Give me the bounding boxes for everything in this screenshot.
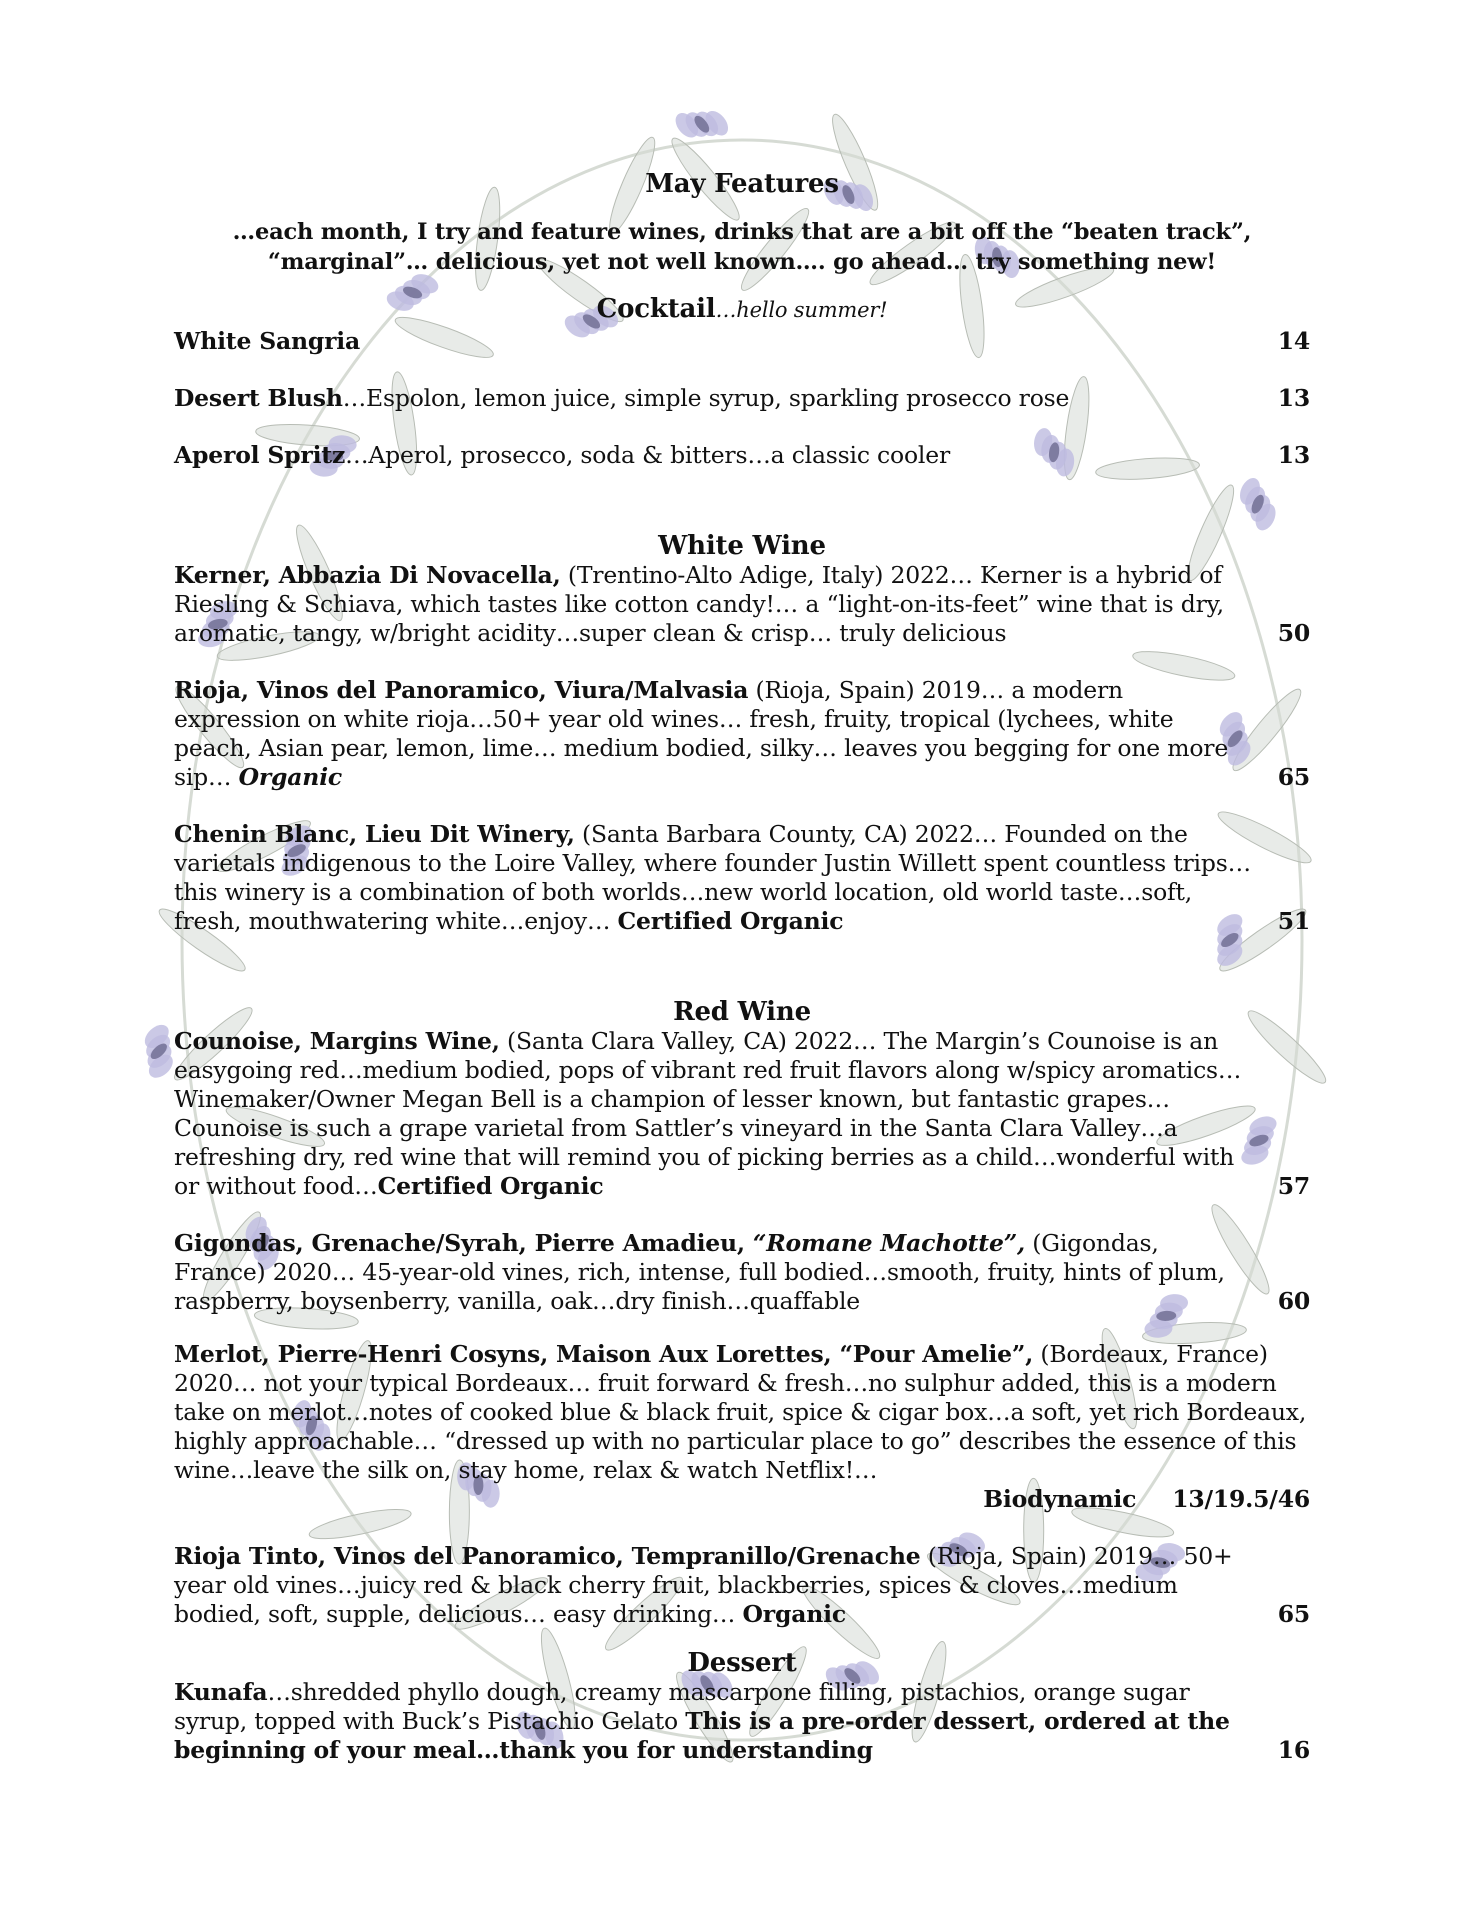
menu-item [174, 676, 1310, 792]
item-tag: Organic [238, 763, 343, 791]
item-price: 51 [1277, 907, 1310, 935]
item-price: 65 [1277, 1600, 1310, 1628]
item-name: Merlot, Pierre-Henri Cosyns, Maison Aux Lorettes, “Pour Amelie”, [174, 1340, 1034, 1368]
menu-item [174, 1027, 1310, 1201]
dessert-heading: Dessert [687, 1648, 797, 1678]
item-description: …shredded phyllo dough, creamy mascarpone filling, pistachios, orange sugar syrup, topped with Buck’s Pistachio Gelato [174, 1678, 1190, 1735]
item-tag: Biodynamic [983, 1485, 1137, 1513]
page-title: May Features [645, 169, 839, 199]
menu-content [174, 170, 1310, 1765]
item-description: (Gigondas, France) 2020… 45-year-old vines, rich, intense, full bodied…smooth, fruity, hints of plum, raspberry, boysenberry, vanilla, oak…dry finish…quaffable [174, 1229, 1225, 1315]
item-name: Desert Blush [174, 384, 343, 412]
item-description: (Santa Clara Valley, CA) 2022… The Margin’s Counoise is an easygoing red…medium bodied, pops of vibrant red fruit flavors along w/spicy aromatics… Winemaker/Owner Megan Bell is a champion of lesser known, but fantastic grapes…Counoise is such a grape varietal from Sattler’s vineyard in the Santa Clara Valley…a refreshing dry, red wine that will remind you of picking berries as a child…wonderful with or without food… [174, 1027, 1242, 1200]
intro-line-2: “marginal”… delicious, yet not well known…. go ahead… try something new! [267, 249, 1217, 275]
item-name: Aperol Spritz [174, 441, 346, 469]
item-price: 65 [1277, 763, 1310, 791]
item-name: Kunafa [174, 1678, 268, 1706]
cocktail-heading [174, 295, 1310, 325]
menu-item [174, 327, 1310, 356]
menu-item [174, 1340, 1310, 1514]
item-name: Gigondas, Grenache/Syrah, Pierre Amadieu, [174, 1229, 753, 1257]
item-description: (Bordeaux, France) 2020… not your typical Bordeaux… fruit forward & fresh…no sulphur added, this is a modern take on merlot…notes of cooked blue & black fruit, spice & cigar box…a soft, yet rich Bordeaux, highly approachable… “dressed up with no particular place to go” describes the essence of this wine…leave the silk on, stay home, relax & watch Netflix!… [174, 1340, 1307, 1484]
menu-item [174, 1229, 1310, 1316]
item-tag: Organic [742, 1600, 846, 1628]
item-name: Rioja Tinto, Vinos del Panoramico, Tempranillo/Grenache [174, 1542, 921, 1570]
item-description: (Rioja, Spain) 2019… a modern expression on white rioja…50+ year old wines… fresh, fruity, tropical (lychees, white peach, Asian pear, lemon, lime… medium bodied, silky… leaves you begging for one more sip… [174, 676, 1229, 791]
item-price: 13 [1277, 384, 1310, 412]
cocktail-note: …hello summer! [715, 298, 888, 322]
item-description: (Santa Barbara County, CA) 2022… Founded on the varietals indigenous to the Loire Valley, where founder Justin Willett spent countless trips… this winery is a combination of both worlds…new world location, old world taste…soft, fresh, mouthwatering white…enjoy… [174, 820, 1251, 935]
item-tag: Certified Organic [617, 907, 844, 935]
item-name: Rioja, Vinos del Panoramico, Viura/Malvasia [174, 676, 749, 704]
item-price: 14 [1277, 327, 1310, 355]
item-price: 13/19.5/46 [1172, 1485, 1310, 1513]
item-price: 57 [1277, 1172, 1310, 1200]
item-description: (Trentino-Alto Adige, Italy) 2022… Kerner is a hybrid of Riesling & Schiava, which tastes like cotton candy!… a “light-on-its-feet” wine that is dry, aromatic, tangy, w/bright acidity…super clean & crisp… truly delicious [174, 561, 1224, 647]
item-tag: Certified Organic [377, 1172, 604, 1200]
menu-item [174, 384, 1310, 413]
item-name: Kerner, Abbazia Di Novacella, [174, 561, 561, 589]
item-price: 60 [1277, 1287, 1310, 1315]
intro-text [174, 217, 1310, 277]
item-name-italic: “Romane Machotte”, [752, 1229, 1026, 1257]
menu-item [174, 561, 1310, 648]
item-tag-price-row [174, 1485, 1310, 1514]
item-name: Counoise, Margins Wine, [174, 1027, 500, 1055]
item-price: 50 [1277, 619, 1310, 647]
red-wine-heading: Red Wine [673, 997, 811, 1027]
menu-item [174, 441, 1310, 470]
cocktail-title: Cocktail [596, 294, 716, 324]
intro-line-1: …each month, I try and feature wines, drinks that are a bit off the “beaten track”, [232, 219, 1252, 245]
item-description: (Rioja, Spain) 2019… 50+ year old vines…juicy red & black cherry fruit, blackberries, spices & cloves…medium bodied, soft, supple, delicious… easy drinking… [174, 1542, 1233, 1628]
white-wine-heading: White Wine [658, 531, 826, 561]
item-description: …Aperol, prosecco, soda & bitters…a classic cooler [345, 441, 950, 469]
menu-item [174, 820, 1310, 936]
item-description: …Espolon, lemon juice, simple syrup, sparkling prosecco rose [342, 384, 1070, 412]
menu-item [174, 1678, 1310, 1765]
item-note: This is a pre-order dessert, ordered at the beginning of your meal…thank you for understanding [174, 1707, 1230, 1764]
item-price: 13 [1277, 441, 1310, 469]
menu-item [174, 1542, 1310, 1629]
item-name: Chenin Blanc, Lieu Dit Winery, [174, 820, 575, 848]
item-price: 16 [1277, 1736, 1310, 1764]
item-name: White Sangria [174, 327, 361, 355]
